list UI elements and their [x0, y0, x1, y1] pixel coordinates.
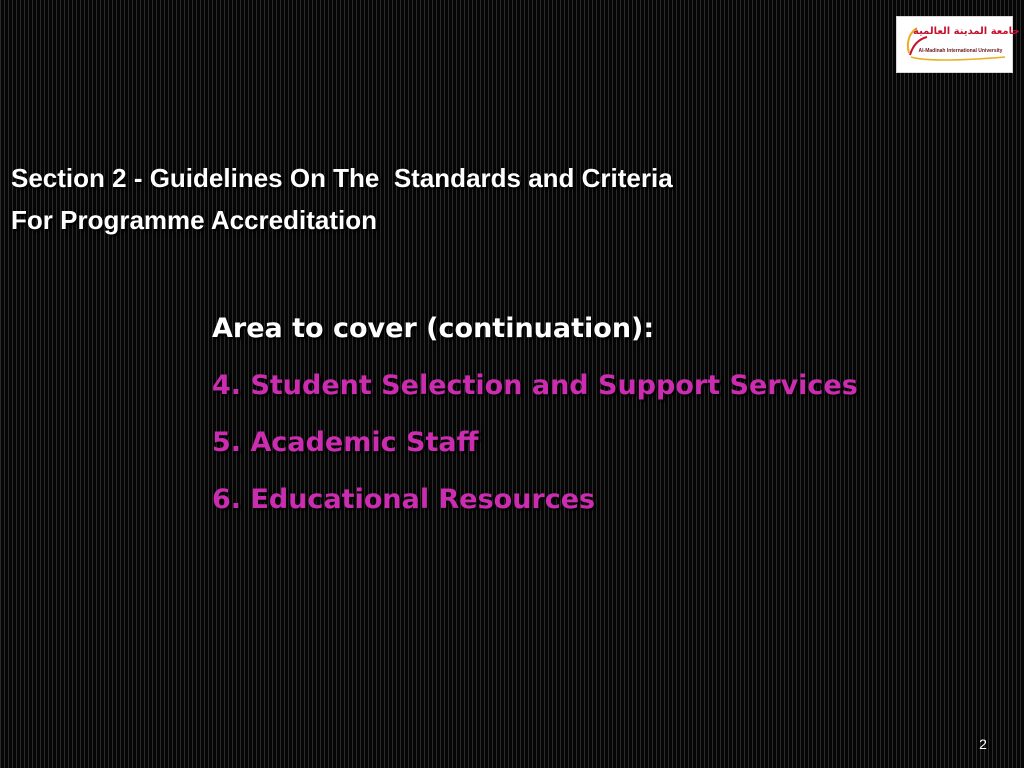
area-item-educational-resources: 6. Educational Resources [212, 484, 596, 515]
logo-english-name: Al-Madinah International University [918, 48, 1003, 54]
area-item-student-selection: 4. Student Selection and Support Services [212, 370, 858, 401]
section-title-line-2: For Programme Accreditation [11, 205, 378, 235]
section-title [11, 157, 911, 241]
page-number: 2 [979, 736, 987, 752]
areas-heading: Area to cover (continuation): [212, 313, 655, 344]
section-title-line-1: Section 2 - Guidelines On The Standards and Criteria [11, 163, 673, 193]
university-logo [896, 16, 1020, 73]
area-item-academic-staff: 5. Academic Staff [212, 427, 479, 458]
logo-arabic-name: جامعة المدينة العالمية [913, 26, 1020, 37]
areas-to-cover [212, 300, 992, 528]
